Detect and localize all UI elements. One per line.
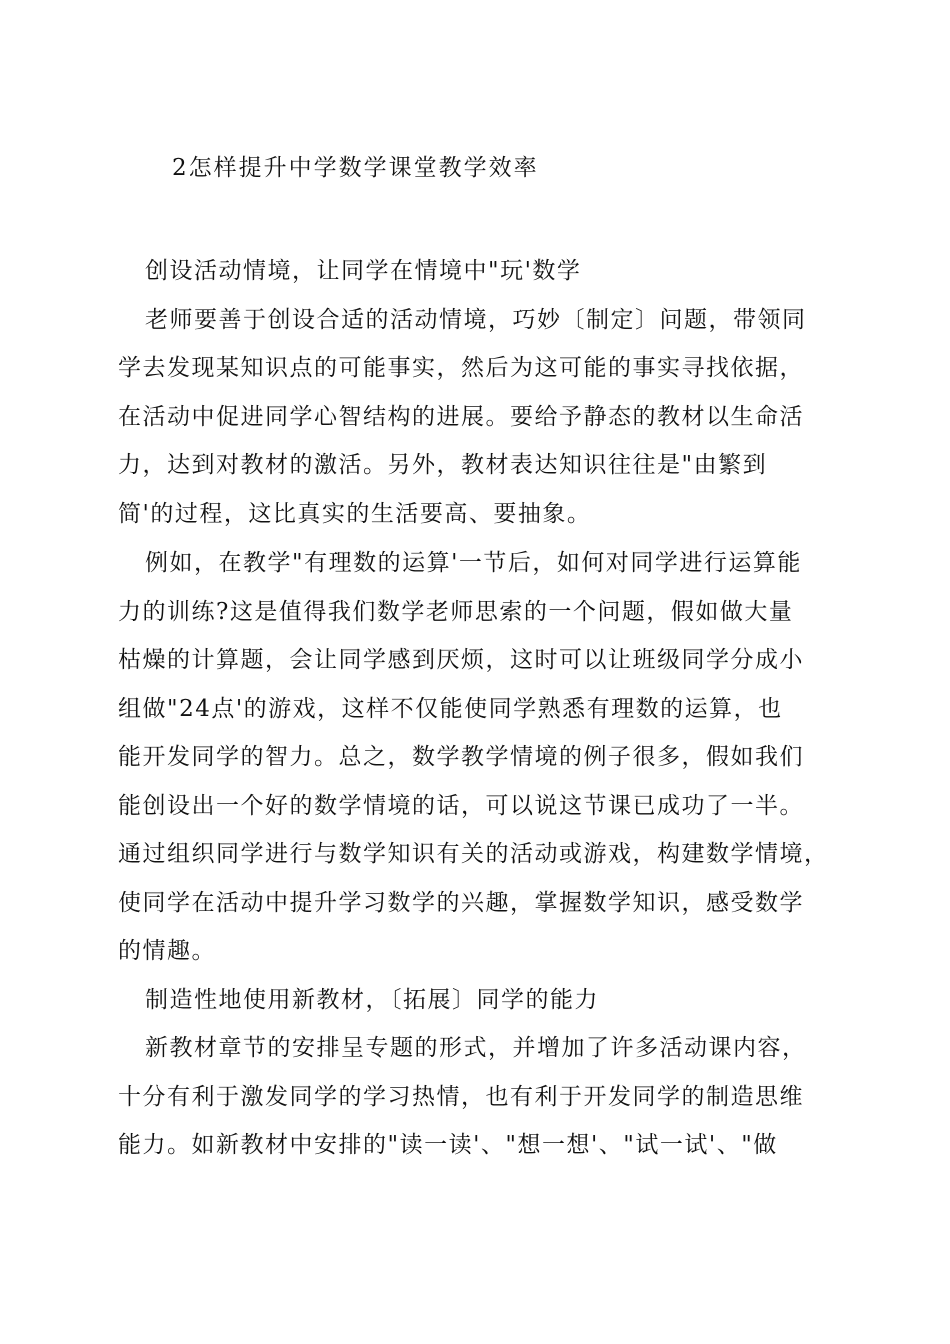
paragraph-line: 十分有利于激发同学的学习热情，也有利于开发同学的制造思维: [118, 1084, 804, 1110]
paragraph-line: 例如，在教学"有理数的运算'一节后，如何对同学进行运算能: [145, 550, 802, 576]
paragraph-line: 组做"24点'的游戏，这样不仅能使同学熟悉有理数的运算，也: [118, 696, 783, 722]
paragraph-line: 老师要善于创设合适的活动情境，巧妙〔制定〕问题，带领同: [145, 307, 807, 333]
paragraph-line: 通过组织同学进行与数学知识有关的活动或游戏，构建数学情境，: [118, 841, 829, 867]
section-heading-1: 创设活动情境，让同学在情境中"玩'数学: [145, 258, 582, 284]
paragraph-line: 使同学在活动中提升学习数学的兴趣，掌握数学知识，感受数学: [118, 890, 804, 916]
paragraph-line: 能开发同学的智力。总之，数学教学情境的例子很多，假如我们: [118, 744, 804, 770]
paragraph-line: 力，达到对教材的激活。另外，教材表达知识往往是"由繁到: [118, 452, 768, 478]
paragraph-line: 的情趣。: [118, 938, 216, 964]
paragraph-line: 在活动中促进同学心智结构的进展。要给予静态的教材以生命活: [118, 404, 804, 430]
paragraph-line: 能力。如新教材中安排的"读一读'、"想一想'、"试一试'、"做: [118, 1132, 778, 1158]
page-title: 2怎样提升中学数学课堂教学效率: [172, 155, 539, 181]
paragraph-line: 能创设出一个好的数学情境的话，可以说这节课已成功了一半。: [118, 793, 804, 819]
paragraph-line: 新教材章节的安排呈专题的形式，并增加了许多活动课内容，: [145, 1035, 807, 1061]
section-heading-2: 制造性地使用新教材，〔拓展〕同学的能力: [145, 987, 599, 1013]
paragraph-line: 学去发现某知识点的可能事实，然后为这可能的事实寻找依据，: [118, 355, 804, 381]
paragraph-line: 简'的过程，这比真实的生活要高、要抽象。: [118, 501, 592, 527]
paragraph-line: 枯燥的计算题，会让同学感到厌烦，这时可以让班级同学分成小: [118, 647, 804, 673]
paragraph-line: 力的训练?这是值得我们数学老师思索的一个问题，假如做大量: [118, 599, 794, 625]
